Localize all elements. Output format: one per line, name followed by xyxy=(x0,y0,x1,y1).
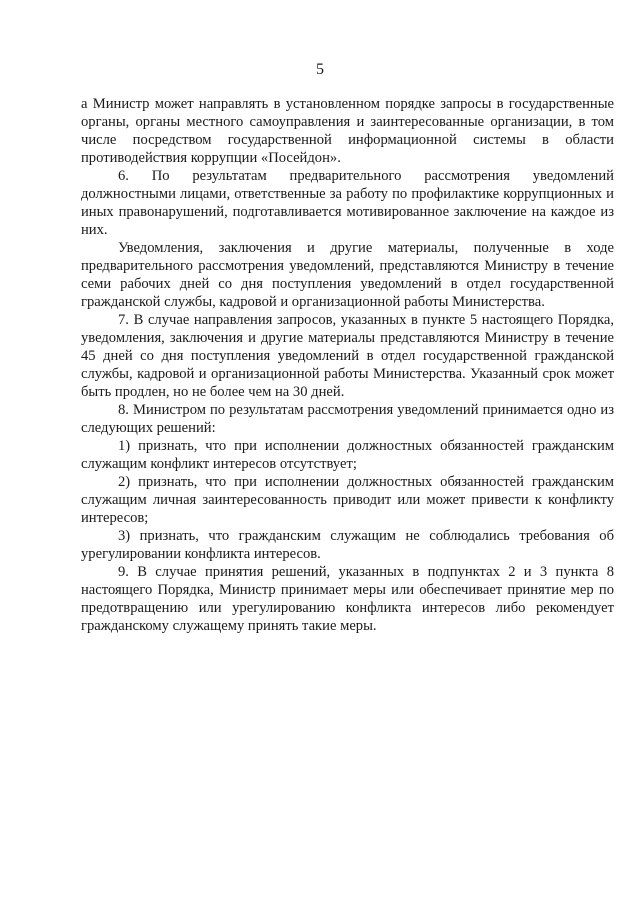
paragraph-notifications-materials: Уведомления, заключения и другие материалы, полученные в ходе предварительного рассмотрения уведомлений, представляются Министру в течение семи рабочих дней со дня поступления уведомлений в отдел государственной гражданской службы, кадровой и организационной работы Министерства. xyxy=(81,240,614,310)
paragraph-item-7: 7. В случае направления запросов, указанных в пункте 5 настоящего Порядка, уведомления, заключения и другие материалы представляются Министру в течение 45 дней со дня поступления уведомлений в отдел государственной гражданской службы, кадровой и организационной работы Министерства. Указанный срок может быть продлен, но не более чем на 30 дней. xyxy=(81,312,614,400)
paragraph-item-9: 9. В случае принятия решений, указанных в подпунктах 2 и 3 пункта 8 настоящего Порядка, Министр принимает меры или обеспечивает принятие мер по предотвращению или урегулированию конфликта интересов либо рекомендует гражданскому служащему принять такие меры. xyxy=(81,564,614,634)
paragraph-requests: а Министр может направлять в установленном порядке запросы в государственные органы, органы местного самоуправления и заинтересованные организации, в том числе посредством государственной информационной системы в области противодействия коррупции «Посейдон». xyxy=(81,96,614,166)
paragraph-subitem-3: 3) признать, что гражданским служащим не соблюдались требования об урегулировании конфликта интересов. xyxy=(81,528,614,562)
page-number: 5 xyxy=(316,61,324,78)
paragraph-subitem-1: 1) признать, что при исполнении должностных обязанностей гражданским служащим конфликт интересов отсутствует; xyxy=(81,438,614,472)
document-body xyxy=(81,95,614,635)
paragraph-subitem-2: 2) признать, что при исполнении должностных обязанностей гражданским служащим личная заинтересованность приводит или может привести к конфликту интересов; xyxy=(81,474,614,526)
paragraph-item-6: 6. По результатам предварительного рассмотрения уведомлений должностными лицами, ответственные за работу по профилактике коррупционных и иных правонарушений, подготавливается мотивированное заключение на каждое из них. xyxy=(81,168,614,238)
paragraph-item-8: 8. Министром по результатам рассмотрения уведомлений принимается одно из следующих решений: xyxy=(81,402,614,436)
